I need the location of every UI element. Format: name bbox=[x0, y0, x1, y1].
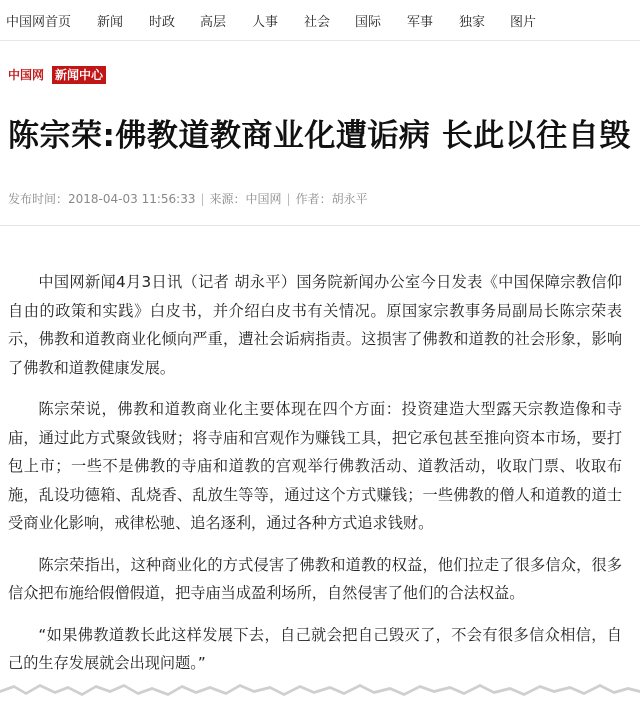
meta-separator: | bbox=[286, 192, 291, 206]
nav-item-news[interactable]: 新闻 bbox=[97, 15, 124, 30]
publish-time: 2018-04-03 11:56:33 bbox=[68, 192, 196, 206]
article-paragraph: 陈宗荣说，佛教和道教商业化主要体现在四个方面：投资建造大型露天宗教造像和寺庙，通过此方式聚敛钱财；将寺庙和宫观作为赚钱工具，把它承包甚至推向资本市场，要打包上市；一些不是佛教的寺庙和道教的宫观举行佛教活动、道教活动，收取门票、收取布施，乱设功德箱、乱烧香、乱放生等等，通过这个方式赚钱；一些佛教的僧人和道教的道士受商业化影响，戒律松驰、追名逐利，通过各种方式追求钱财。 bbox=[8, 400, 622, 532]
channel-badge[interactable]: 新闻中心 bbox=[52, 66, 106, 84]
nav-item-home[interactable]: 中国网首页 bbox=[6, 15, 72, 30]
top-navigation bbox=[0, 0, 640, 41]
article-paragraph: “如果佛教道教长此这样发展下去，自己就会把自己毁灭了，不会有很多信众相信，自己的生存发展就会出现问题。” bbox=[8, 625, 622, 672]
article-paragraph: 陈宗荣指出，这种商业化的方式侵害了佛教和道教的权益，他们拉走了很多信众，很多信众把布施给假僧假道，把寺庙当成盈利场所，自然侵害了他们的合法权益。 bbox=[8, 555, 622, 602]
author-label: 作者： bbox=[295, 192, 332, 206]
torn-edge-decoration bbox=[0, 676, 640, 704]
meta-separator: | bbox=[200, 192, 205, 206]
author-name: 胡永平 bbox=[331, 192, 368, 206]
article-paragraph: 中国网新闻4月3日讯（记者 胡永平）国务院新闻办公室今日发表《中国保障宗教信仰自由的政策和实践》白皮书，并介绍白皮书有关情况。原国家宗教事务局副局长陈宗荣表示，佛教和道教商业化倾向严重，遭社会诟病指责。这损害了佛教和道教的社会形象，影响了佛教和道教健康发展。 bbox=[8, 273, 622, 377]
nav-item-leaders[interactable]: 高层 bbox=[200, 15, 227, 30]
site-logo[interactable]: 中国网 bbox=[8, 68, 45, 82]
nav-item-personnel[interactable]: 人事 bbox=[252, 15, 279, 30]
nav-item-international[interactable]: 国际 bbox=[355, 15, 382, 30]
source-label: 来源： bbox=[209, 192, 246, 206]
article-body bbox=[8, 268, 622, 691]
nav-item-exclusive[interactable]: 独家 bbox=[459, 15, 486, 30]
source-link[interactable]: 中国网 bbox=[245, 192, 282, 206]
nav-item-society[interactable]: 社会 bbox=[304, 15, 331, 30]
nav-item-military[interactable]: 军事 bbox=[407, 15, 434, 30]
article-meta bbox=[8, 190, 368, 207]
publish-time-label: 发布时间： bbox=[8, 192, 69, 206]
divider bbox=[0, 225, 640, 226]
nav-item-photos[interactable]: 图片 bbox=[510, 15, 537, 30]
article-title: 陈宗荣:佛教道教商业化遭诟病 长此以往自毁 bbox=[8, 118, 631, 154]
nav-item-politics[interactable]: 时政 bbox=[149, 15, 176, 30]
